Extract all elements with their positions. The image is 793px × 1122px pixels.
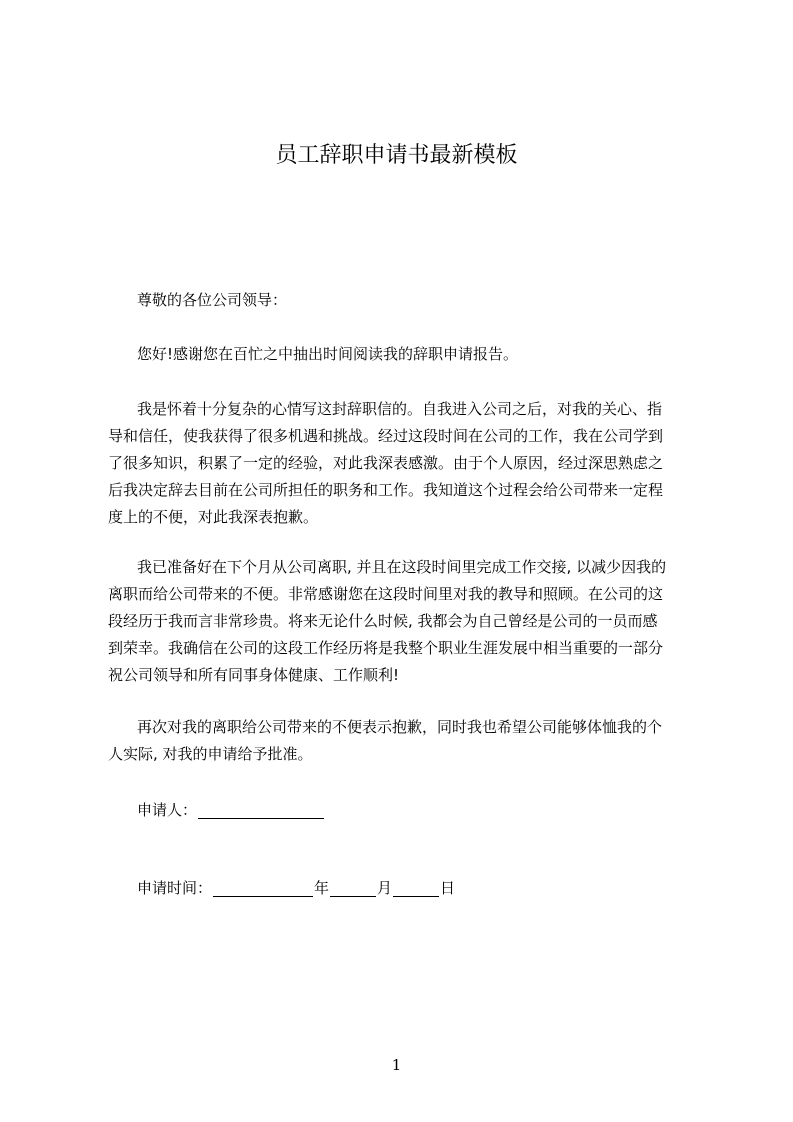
day-blank <box>393 878 439 897</box>
paragraph-line: 祝公司领导和所有同事身体健康、工作顺利! <box>108 666 400 684</box>
year-label: 年 <box>314 879 330 897</box>
year-blank <box>213 878 313 897</box>
paragraph-line: 后我决定辞去目前在公司所担任的职务和工作。我知道这个过程会给公司带来一定程 <box>108 481 664 499</box>
month-blank <box>330 878 376 897</box>
greeting: 您好!感谢您在百忙之中抽出时间阅读我的辞职申请报告。 <box>137 345 519 363</box>
paragraph-line: 段经历于我而言非常珍贵。将来无论什么时候, 我都会为自己曾经是公司的一员而感 <box>108 612 658 630</box>
month-label: 月 <box>377 879 393 897</box>
day-label: 日 <box>440 879 456 897</box>
date-line <box>137 875 702 901</box>
paragraph-line: 再次对我的离职给公司带来的不便表示抱歉，同时我也希望公司能够体恤我的个 <box>137 718 663 736</box>
paragraph-line: 导和信任，使我获得了很多机遇和挑战。经过这段时间在公司的工作，我在公司学到 <box>108 427 664 445</box>
page-number: 1 <box>391 1056 402 1074</box>
salutation: 尊敬的各位公司领导： <box>137 291 288 309</box>
paragraph-line: 离职而给公司带来的不便。非常感谢您在这段时间里对我的教导和照顾。在公司的这 <box>108 585 664 603</box>
document-title: 员工辞职申请书最新模板 <box>275 143 518 168</box>
paragraph-line: 到荣幸。我确信在公司的这段工作经历将是我整个职业生涯发展中相当重要的一部分 <box>108 639 664 657</box>
paragraph-line: 我是怀着十分复杂的心情写这封辞职信的。自我进入公司之后，对我的关心、指 <box>137 400 663 418</box>
applicant-blank <box>198 800 324 819</box>
date-label: 申请时间： <box>137 879 213 897</box>
paragraph-line: 我已准备好在下个月从公司离职, 并且在这段时间里完成工作交接, 以减少因我的 <box>137 558 667 576</box>
applicant-line <box>137 797 702 823</box>
paragraph-line: 了很多知识，积累了一定的经验，对此我深表感激。由于个人原因，经过深思熟虑之 <box>108 454 664 472</box>
paragraph-line: 度上的不便，对此我深表抱歉。 <box>108 508 319 526</box>
applicant-label: 申请人： <box>137 801 198 819</box>
paragraph-line: 人实际, 对我的申请给予批准。 <box>108 745 313 763</box>
